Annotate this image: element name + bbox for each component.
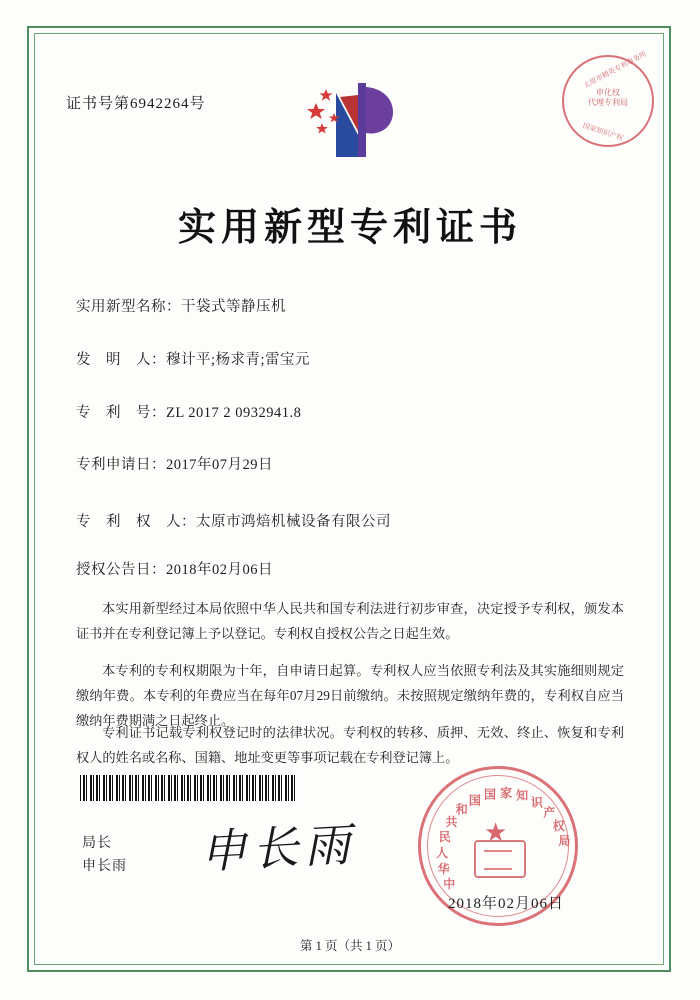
national-seal-arc-text: 中 华 人 民 共 和 国 国 家 知 识 产 权 局 <box>436 786 571 892</box>
field-invention-name <box>76 295 286 316</box>
page-footer: 第 1 页（共 1 页） <box>299 939 400 953</box>
field-value: ZL 2017 2 0932941.8 <box>166 405 302 421</box>
certificate-number: 证书号第6942264号 <box>66 96 206 112</box>
field-label: 授权公告日： <box>76 562 166 578</box>
agency-seal-center: 申化权 代理专利局 <box>588 88 628 107</box>
patent-office-logo <box>300 75 410 165</box>
field-patent-number <box>76 401 301 422</box>
field-label: 专 利 号： <box>76 405 166 421</box>
agency-seal <box>562 50 654 147</box>
field-patentee <box>76 510 391 531</box>
field-inventors <box>76 348 310 369</box>
paragraph-term-and-fees: 本专利的专利权期限为十年，自申请日起算。专利权人应当依照专利法及其实施细则规定缴纳年费。本专利的年费应当在每年07月29日前缴纳。未按照规定缴纳年费的，专利权自应当缴纳年费期满之日起终止。 <box>76 663 624 728</box>
page-title: 实用新型专利证书 <box>177 207 522 249</box>
field-value: 2017年07月29日 <box>166 457 273 473</box>
star-icon: ★ <box>484 818 508 847</box>
field-value: 穆计平;杨求青;雷宝元 <box>166 352 311 368</box>
paragraph-grant: 本实用新型经过本局依照中华人民共和国专利法进行初步审查，决定授予专利权，颁发本证书并在专利登记簿上予以登记。专利权自授权公告之日起生效。 <box>76 601 624 641</box>
signature-handwriting: 申长雨 <box>198 816 358 880</box>
signature-name: 申长雨 <box>82 859 127 874</box>
field-label: 专 利 权 人： <box>76 514 196 530</box>
barcode <box>80 775 298 801</box>
field-value: 干袋式等静压机 <box>181 299 286 315</box>
paragraph-legal-status: 专利证书记载专利权登记时的法律状况。专利权的转移、质押、无效、终止、恢复和专利权人的姓名或名称、国籍、地址变更等事项记载在专利登记簿上。 <box>76 725 624 765</box>
field-label: 专利申请日： <box>76 457 166 473</box>
agency-seal-arc-top: 太原市精英专利事务所 国家知识产权 <box>581 50 648 143</box>
field-value: 2018年02月06日 <box>166 562 273 578</box>
field-value: 太原市鸿焙机械设备有限公司 <box>196 514 391 530</box>
signature-title-label: 局长 <box>82 836 112 851</box>
field-label: 发 明 人： <box>76 352 166 368</box>
field-grant-announcement-date <box>76 558 273 579</box>
field-application-date <box>76 453 273 474</box>
field-label: 实用新型名称： <box>76 299 181 315</box>
issue-date: 2018年02月06日 <box>448 896 565 912</box>
